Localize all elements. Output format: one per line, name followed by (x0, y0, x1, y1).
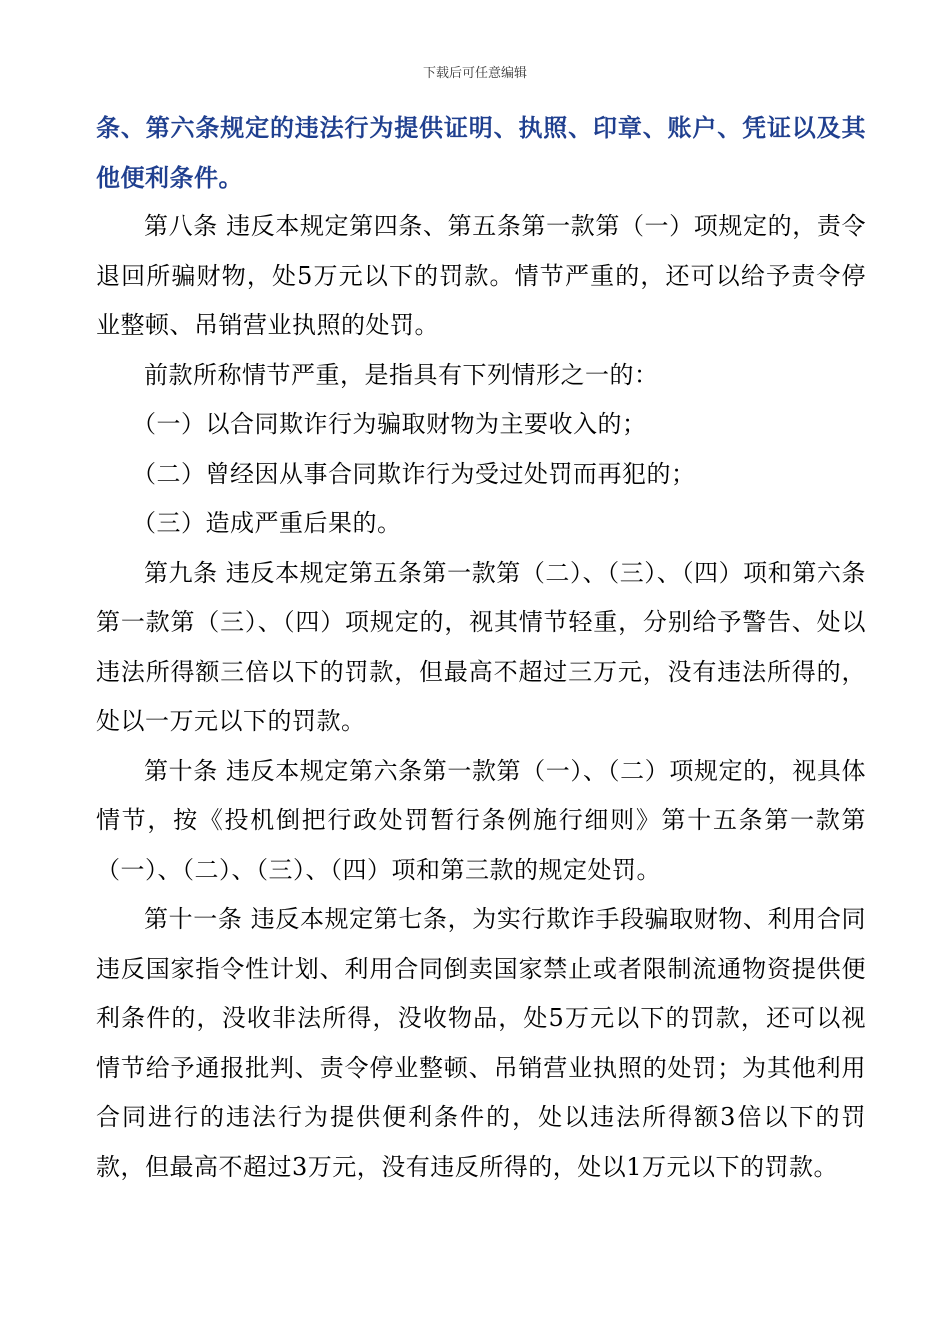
paragraph-article-8: 第八条 违反本规定第四条、第五条第一款第（一）项规定的，责令退回所骗财物，处5万元以下的罚款。情节严重的，还可以给予责令停业整顿、吊销营业执照的处罚。 (96, 212, 866, 339)
list-item-3: （三）造成严重后果的。 (132, 509, 402, 537)
paragraph-article-9: 第九条 违反本规定第五条第一款第（二）、（三）、（四）项和第六条第一款第（三）、（四）项规定的，视其情节轻重，分别给予警告、处以违法所得额三倍以下的罚款，但最高不超过三万元，没有违法所得的，处以一万元以下的罚款。 (96, 558, 866, 735)
list-item-1: （一）以合同欺诈行为骗取财物为主要收入的； (132, 410, 647, 438)
paragraph-continuation: 条、第六条规定的违法行为提供证明、执照、印章、账户、凭证以及其他便利条件。 (96, 113, 866, 192)
paragraph-severe-definition: 前款所称情节严重，是指具有下列情形之一的： (144, 360, 659, 389)
document-body (96, 103, 866, 1192)
list-item-2: （二）曾经因从事合同欺诈行为受过处罚而再犯的； (132, 459, 696, 488)
paragraph-article-10: 第十条 违反本规定第六条第一款第（一）、（二）项规定的，视具体情节，按《投机倒把行政处罚暂行条例施行细则》第十五条第一款第（一）、（二）、（三）、（四）项和第三款的规定处罚。 (96, 756, 866, 884)
page-header: 下载后可任意编辑 (422, 66, 527, 81)
paragraph-article-11: 第十一条 违反本规定第七条，为实行欺诈手段骗取财物、利用合同违反国家指令性计划、利用合同倒卖国家禁止或者限制流通物资提供便利条件的，没收非法所得，没收物品，处5万元以下的罚款，还可以视情节给予通报批判、责令停业整顿、吊销营业执照的处罚；为其他利用合同进行的违法行为提供便利条件的，处以违法所得额3倍以下的罚款，但最高不超过3万元，没有违反所得的，处以1万元以下的罚款。 (96, 905, 866, 1181)
